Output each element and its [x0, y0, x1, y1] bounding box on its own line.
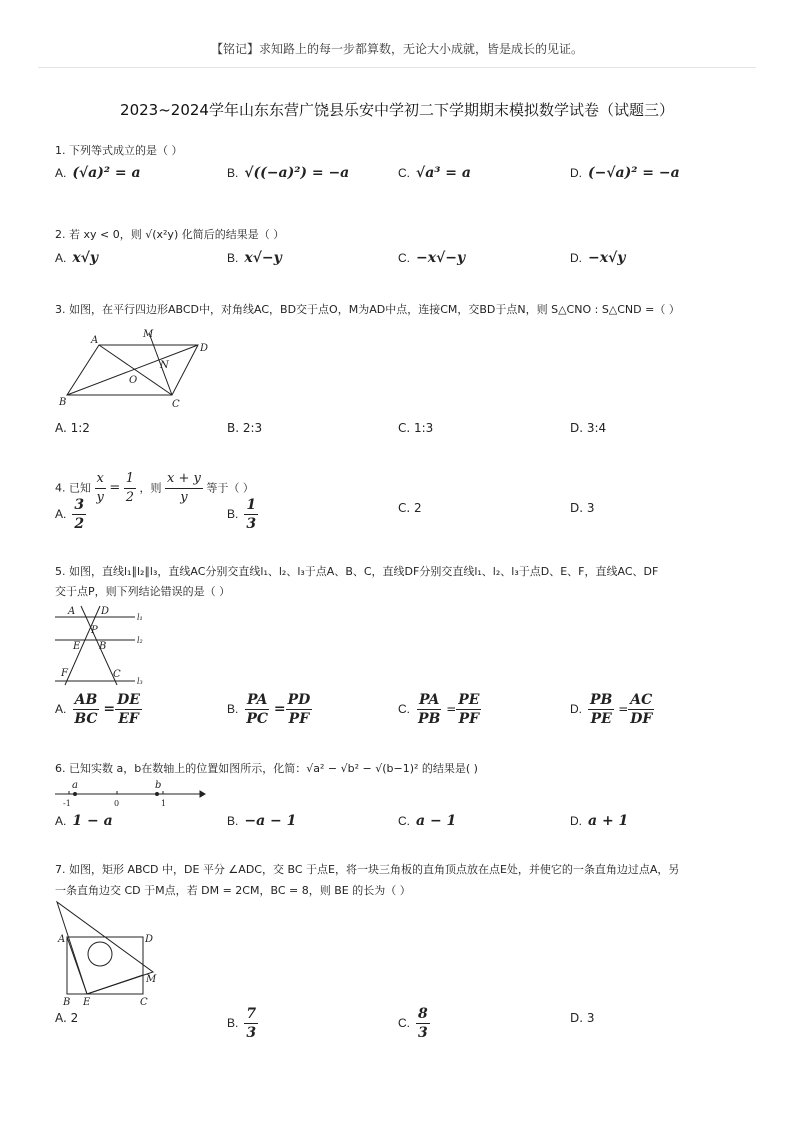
q1-option-b[interactable]: B. √((−a)²) = −a — [227, 165, 350, 181]
q3-label-d: D — [200, 343, 209, 354]
svg-text:C: C — [113, 669, 121, 680]
page-title: 2023~2024学年山东东营广饶县乐安中学初二下学期期末模拟数学试卷（试题三） — [120, 101, 674, 119]
q3-label-a: A — [91, 335, 99, 346]
question-4-stem: 4. 已知 $\frac{x}{y}$ = $\frac{1}{2}$ ，则 $\frac{x + y}{y}$ 等于（ ） — [55, 471, 254, 505]
q2-option-d[interactable]: D. −x√y — [570, 250, 626, 266]
question-6-stem: 6. 已知实数 a，b在数轴上的位置如图所示，化简：√a² − √b² − √(b−1)² 的结果是( ) — [55, 762, 478, 775]
q6-option-c[interactable]: C. a − 1 — [398, 813, 457, 829]
q6-number-line-figure — [55, 778, 210, 810]
q3-label-n: N — [160, 360, 169, 371]
question-5-stem-line1: 5. 如图，直线l₁∥l₂∥l₃，直线AC分别交直线l₁、l₂、l₃于点A、B、C，直线DF分别交直线l₁、l₂、l₃于点D、E、F，直线AC、DF — [55, 565, 659, 578]
q5-option-b[interactable]: B. $\frac{PA}{PC}$ = $\frac{PD}{PF}$ — [227, 692, 311, 727]
q1-option-a[interactable]: A. (√a)² = a — [55, 165, 141, 181]
svg-text:B: B — [63, 997, 71, 1008]
q7-option-a[interactable]: A. 2 — [55, 1011, 79, 1025]
q4-option-a[interactable]: A. $\frac{3}{2}$ — [55, 497, 85, 532]
q7-option-c[interactable]: C. $\frac{8}{3}$ — [398, 1006, 428, 1041]
question-7-stem-line2: 一条直角边交 CD 于M点，若 DM = 2CM，BC = 8，则 BE 的长为（ ） — [55, 884, 411, 897]
svg-text:1: 1 — [161, 799, 167, 808]
q7-rectangle-figure — [55, 900, 175, 1010]
q2-option-c[interactable]: C. −x√−y — [398, 250, 466, 266]
svg-text:b: b — [155, 780, 162, 791]
q3-label-c: C — [172, 399, 180, 410]
q6-option-d[interactable]: D. a + 1 — [570, 813, 629, 829]
svg-text:-1: -1 — [63, 799, 71, 808]
svg-text:l₂: l₂ — [137, 636, 143, 645]
header-motto: 【铭记】求知路上的每一步都算数，无论大小成就，皆是成长的见证。 — [210, 42, 583, 56]
svg-text:0: 0 — [114, 799, 120, 808]
svg-text:l₃: l₃ — [137, 677, 143, 686]
q3-option-a[interactable]: A. 1:2 — [55, 421, 90, 435]
q1-option-c[interactable]: C. √a³ = a — [398, 165, 471, 181]
svg-text:A: A — [68, 606, 76, 617]
q7-option-d[interactable]: D. 3 — [570, 1011, 595, 1025]
q3-option-c[interactable]: C. 1:3 — [398, 421, 434, 435]
question-5-stem-line2: 交于点P，则下列结论错误的是（ ） — [55, 585, 231, 598]
q4-fraction-1-over-2: $\frac{1}{2}$ — [125, 471, 135, 505]
svg-text:F: F — [61, 668, 68, 679]
q3-option-b[interactable]: B. 2:3 — [227, 421, 263, 435]
q5-option-c[interactable]: C. $\frac{PA}{PB}$ = $\frac{PE}{PF}$ — [398, 692, 480, 727]
q3-label-b: B — [59, 397, 67, 408]
q4-option-d[interactable]: D. 3 — [570, 501, 595, 515]
q3-parallelogram-figure — [55, 325, 225, 410]
q4-option-b[interactable]: B. $\frac{1}{3}$ — [227, 497, 257, 532]
svg-text:l₁: l₁ — [137, 613, 143, 622]
q5-option-d[interactable]: D. $\frac{PB}{PE}$ = $\frac{AC}{DF}$ — [570, 692, 653, 727]
question-7-stem-line1: 7. 如图，矩形 ABCD 中，DE 平分 ∠ADC，交 BC 于点E，将一块三角板的直角顶点放在点E处，并使它的一条直角边过点A，另 — [55, 863, 680, 876]
header-divider — [38, 67, 756, 68]
q4-fraction-x-over-y: $\frac{x}{y}$ — [96, 471, 104, 505]
q6-option-b[interactable]: B. −a − 1 — [227, 813, 297, 829]
q3-label-o: O — [129, 375, 138, 386]
svg-text:A: A — [58, 934, 66, 945]
q5-parallel-lines-figure — [55, 603, 155, 688]
svg-text:C: C — [140, 997, 148, 1008]
q5-option-a[interactable]: A. $\frac{AB}{BC}$ = $\frac{DE}{EF}$ — [55, 692, 140, 727]
q2-option-b[interactable]: B. x√−y — [227, 250, 282, 266]
svg-text:E: E — [83, 997, 91, 1008]
svg-text:P: P — [91, 625, 98, 636]
svg-text:E: E — [73, 641, 81, 652]
q1-option-d[interactable]: D. (−√a)² = −a — [570, 165, 680, 181]
q7-option-b[interactable]: B. $\frac{7}{3}$ — [227, 1006, 257, 1041]
svg-text:M: M — [146, 974, 157, 985]
question-3-stem: 3. 如图，在平行四边形ABCD中，对角线AC，BD交于点O，M为AD中点，连接CM，交BD于点N，则 S△CNO : S△CND =（ ） — [55, 303, 680, 316]
svg-text:B: B — [99, 641, 107, 652]
q3-label-m: M — [143, 329, 154, 340]
q4-fraction-x-plus-y-over-y: $\frac{x + y}{y}$ — [167, 471, 201, 505]
q2-option-a[interactable]: A. x√y — [55, 250, 99, 266]
question-2-stem: 2. 若 xy < 0，则 √(x²y) 化简后的结果是（ ） — [55, 228, 285, 241]
svg-text:D: D — [145, 934, 154, 945]
svg-text:D: D — [101, 606, 110, 617]
q4-option-c[interactable]: C. 2 — [398, 501, 422, 515]
q3-option-d[interactable]: D. 3:4 — [570, 421, 607, 435]
q6-option-a[interactable]: A. 1 − a — [55, 813, 113, 829]
svg-text:a: a — [72, 780, 78, 791]
question-1-stem: 1. 下列等式成立的是（ ） — [55, 144, 183, 157]
